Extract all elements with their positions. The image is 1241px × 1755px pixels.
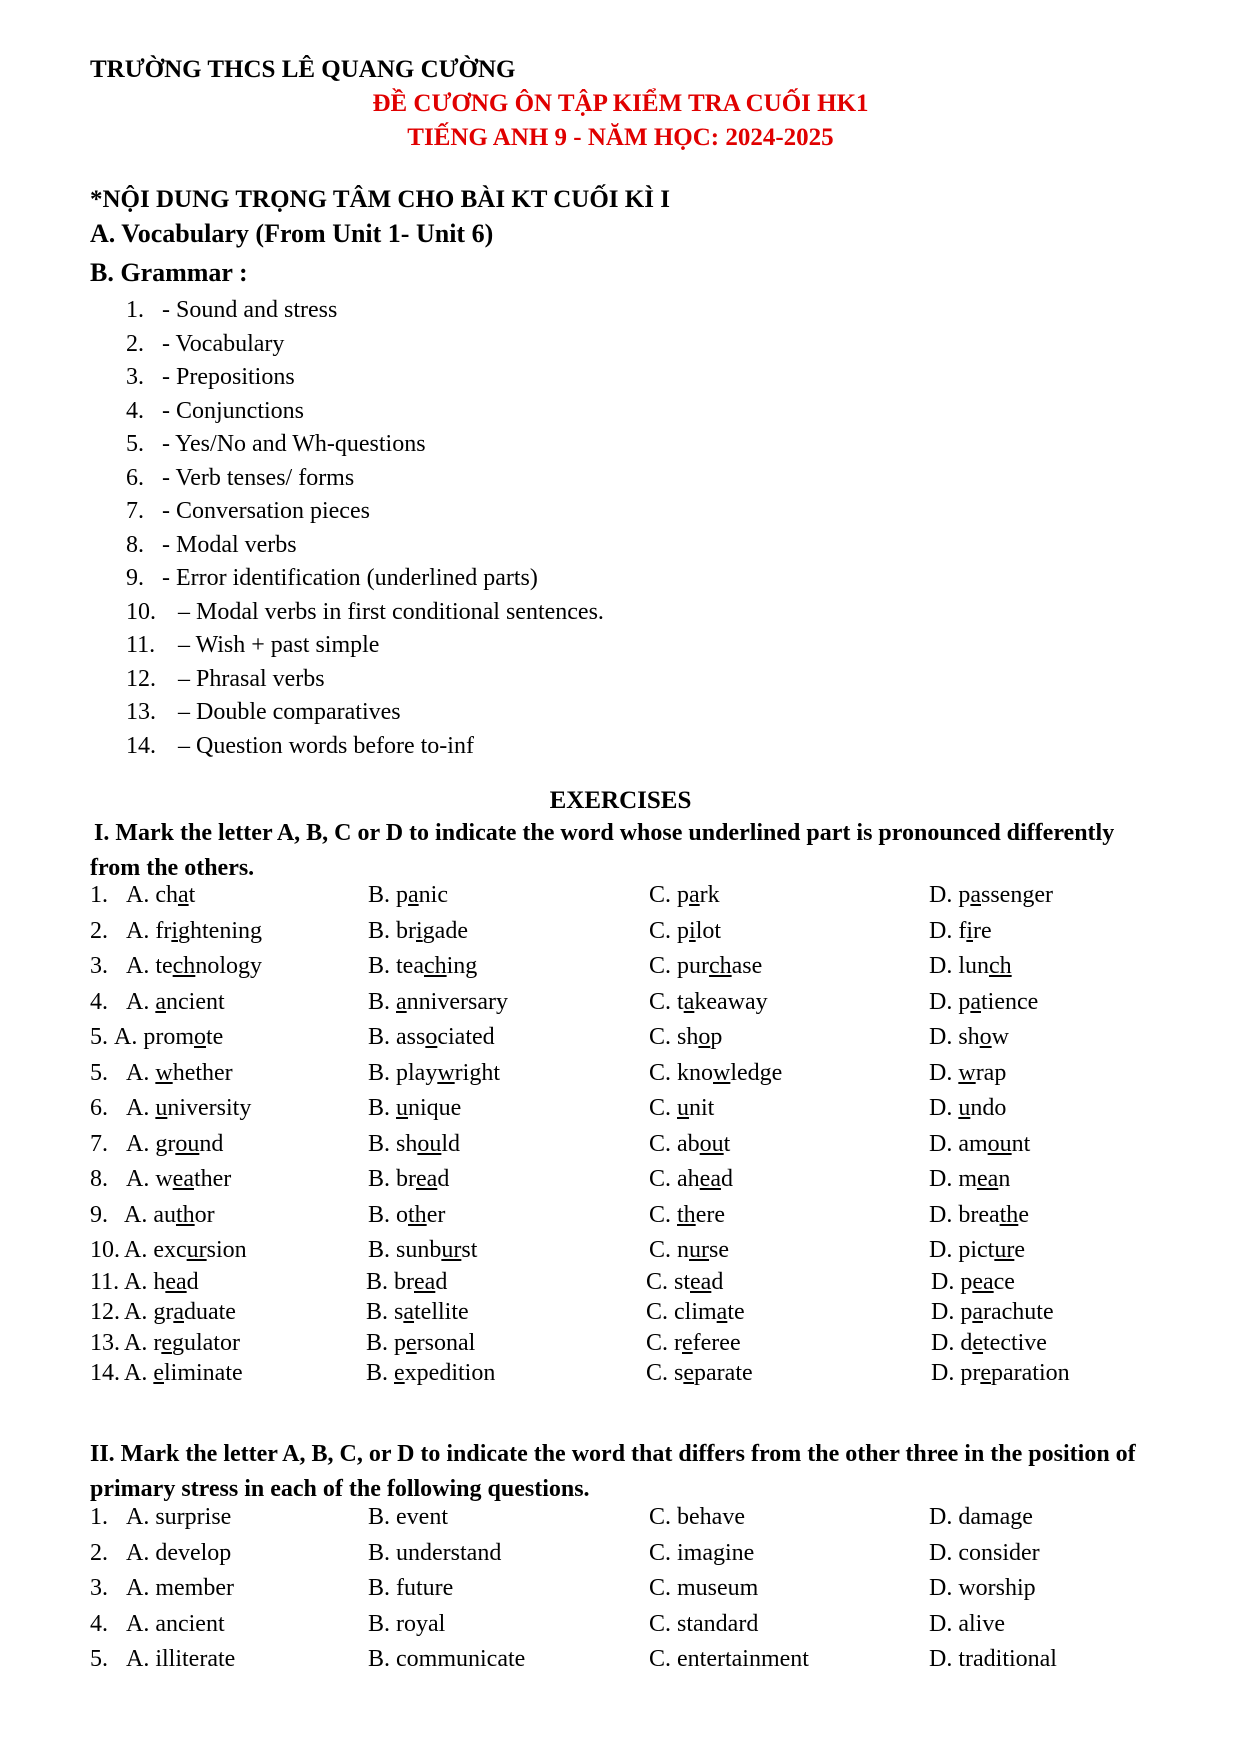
underlined-part: w: [155, 1059, 173, 1086]
option-a: A. illiterate: [126, 1646, 236, 1672]
option-c: C. park: [649, 882, 720, 908]
grammar-item: [126, 364, 295, 391]
underlined-part: a: [683, 988, 695, 1015]
part1-instruction: [90, 816, 1170, 886]
grammar-item: [126, 699, 401, 726]
grammar-item-number: 14.: [126, 732, 156, 759]
underlined-part: ea: [165, 1268, 187, 1295]
underlined-part: e: [683, 1360, 695, 1386]
option-b: B. future: [368, 1575, 454, 1601]
question-row: [90, 1202, 1190, 1232]
question-row: [90, 1646, 1190, 1676]
option-b: B. unique: [368, 1095, 462, 1121]
question-row: [90, 989, 1190, 1019]
part2-instruction: [90, 1437, 1170, 1507]
question-number: 9.: [90, 1201, 108, 1228]
focus-heading: *NỘI DUNG TRỌNG TÂM CHO BÀI KT CUỐI KÌ I: [90, 186, 670, 213]
underlined-part: ea: [690, 1268, 712, 1295]
underlined-part: a: [716, 1299, 728, 1325]
option-d: D. peace: [931, 1268, 1015, 1295]
underlined-part: ea: [977, 1166, 999, 1192]
underlined-part: w: [713, 1059, 731, 1086]
underlined-part: th: [408, 1201, 427, 1228]
question-number: 6.: [90, 1095, 108, 1121]
underlined-part: o: [979, 1024, 992, 1050]
underlined-part: i: [171, 917, 178, 944]
option-d: D. preparation: [931, 1360, 1070, 1386]
option-d: D. amount: [929, 1130, 1031, 1157]
option-b: B. event: [368, 1504, 448, 1530]
option-b: B. should: [368, 1130, 461, 1157]
question-row: [90, 1131, 1190, 1161]
underlined-part: ea: [414, 1268, 436, 1295]
option-c: C. standard: [649, 1610, 759, 1637]
option-c: C. climate: [646, 1299, 745, 1325]
option-d: D. damage: [929, 1504, 1033, 1530]
underlined-part: ch: [172, 953, 196, 979]
grammar-item: [126, 431, 426, 458]
underlined-part: e: [161, 1329, 172, 1356]
option-c: C. stead: [646, 1268, 724, 1295]
underlined-part: ou: [417, 1130, 442, 1157]
option-b: B. brigade: [368, 917, 468, 944]
question-row: [90, 1575, 1190, 1605]
underlined-part: ou: [987, 1130, 1012, 1157]
underlined-part: a: [970, 988, 981, 1015]
option-d: D. worship: [929, 1575, 1036, 1601]
option-a: A. surprise: [126, 1504, 232, 1530]
question-row: [90, 1166, 1190, 1196]
grammar-item: [126, 398, 304, 425]
option-c: C. referee: [646, 1329, 741, 1356]
question-row: [90, 882, 1190, 912]
question-number: 3.: [90, 1575, 108, 1601]
option-a: A. whether: [126, 1059, 233, 1086]
option-a: A. eliminate: [124, 1360, 243, 1386]
option-d: D. show: [929, 1024, 1010, 1050]
option-c: C. knowledge: [649, 1059, 783, 1086]
option-c: C. pilot: [649, 917, 722, 944]
option-b: B. royal: [368, 1610, 446, 1637]
option-d: D. alive: [929, 1610, 1005, 1637]
document-title: ĐỀ CƯƠNG ÔN TẬP KIỂM TRA CUỐI HK1: [372, 90, 869, 117]
grammar-item-number: 4.: [126, 397, 144, 424]
grammar-item: [126, 532, 297, 559]
grammar-item-text: – Question words before to-inf: [178, 732, 474, 759]
question-row: [90, 918, 1190, 948]
question-number: 11.: [90, 1268, 120, 1295]
option-b: B. bread: [366, 1268, 448, 1295]
option-c: C. there: [649, 1201, 725, 1228]
grammar-item-number: 11.: [126, 632, 156, 658]
question-row: [90, 953, 1190, 983]
option-c: C. shop: [649, 1024, 723, 1050]
underlined-part: a: [970, 882, 981, 908]
grammar-item-number: 6.: [126, 464, 144, 491]
underlined-part: ea: [416, 1166, 438, 1192]
question-number: 5.: [90, 1646, 108, 1672]
option-a: A. excursion: [124, 1237, 247, 1263]
underlined-part: u: [958, 1095, 971, 1121]
underlined-part: u: [396, 1095, 409, 1121]
question-number: 4.: [90, 988, 108, 1015]
option-c: C. museum: [649, 1575, 759, 1601]
grammar-item-text: - Vocabulary: [162, 330, 285, 357]
underlined-part: ou: [699, 1130, 724, 1157]
option-b: B. expedition: [366, 1360, 496, 1386]
option-d: D. patience: [929, 988, 1039, 1015]
grammar-item-text: - Yes/No and Wh-questions: [162, 431, 426, 457]
question-number: 2.: [90, 1539, 108, 1566]
option-c: C. about: [649, 1130, 731, 1157]
option-c: C. ahead: [649, 1166, 733, 1192]
option-d: D. breathe: [929, 1201, 1029, 1228]
underlined-part: e: [406, 1329, 417, 1356]
part1-instruction-text: I. Mark the letter A, B, C or D to indicate the word whose underlined part is pronounced differently from the others.: [90, 820, 1115, 881]
option-a: A. ground: [126, 1130, 224, 1157]
grammar-item-text: – Wish + past simple: [178, 632, 380, 658]
option-a: A. regulator: [124, 1329, 240, 1356]
grammar-item: [126, 733, 474, 760]
underlined-part: a: [177, 882, 189, 908]
underlined-part: e: [980, 1360, 991, 1386]
grammar-item: [126, 331, 284, 358]
grammar-item-text: - Error identification (underlined parts): [162, 565, 538, 591]
option-b: B. satellite: [366, 1299, 469, 1325]
underlined-part: ea: [699, 1166, 721, 1192]
underlined-part: i: [416, 917, 423, 944]
underlined-part: a: [403, 1299, 415, 1325]
option-d: D. wrap: [929, 1059, 1007, 1086]
grammar-item-text: – Double comparatives: [178, 699, 401, 725]
option-a: A. ancient: [126, 988, 225, 1015]
option-c: C. behave: [649, 1504, 745, 1530]
question-number: 7.: [90, 1130, 108, 1157]
question-number: 4.: [90, 1610, 108, 1637]
underlined-part: o: [194, 1024, 206, 1050]
grammar-item-text: - Verb tenses/ forms: [162, 464, 355, 491]
underlined-part: e: [394, 1360, 405, 1386]
underlined-part: i: [966, 917, 973, 944]
grammar-item-number: 1.: [126, 297, 144, 323]
underlined-part: ur: [441, 1237, 462, 1263]
grammar-item-text: - Modal verbs: [162, 531, 297, 558]
option-b: B. associated: [368, 1024, 495, 1050]
option-a: A. ancient: [126, 1610, 225, 1637]
option-c: C. imagine: [649, 1539, 755, 1566]
underlined-part: a: [396, 988, 407, 1015]
underlined-part: o: [425, 1024, 438, 1050]
question-number: 12.: [90, 1299, 120, 1325]
question-row: [90, 1237, 1190, 1267]
grammar-item: [126, 666, 325, 693]
underlined-part: e: [153, 1360, 164, 1386]
option-b: B. anniversary: [368, 988, 508, 1015]
grammar-item-text: – Phrasal verbs: [178, 665, 325, 692]
question-number: 14.: [90, 1360, 120, 1386]
underlined-part: a: [689, 882, 700, 908]
question-number: 2.: [90, 917, 108, 944]
question-number: 1.: [90, 1504, 108, 1530]
option-c: C. takeaway: [649, 988, 768, 1015]
grammar-item: [126, 599, 604, 626]
underlined-part: a: [972, 1299, 983, 1325]
grammar-item: [126, 565, 538, 592]
grammar-item-text: - Prepositions: [162, 364, 295, 390]
exercises-heading: EXERCISES: [549, 787, 692, 814]
underlined-part: ur: [186, 1237, 207, 1263]
question-row: [90, 1024, 1190, 1054]
grammar-item-number: 3.: [126, 364, 144, 390]
underlined-part: e: [972, 1329, 983, 1356]
underlined-part: u: [155, 1095, 168, 1121]
option-a: A. graduate: [124, 1299, 236, 1325]
underlined-part: th: [999, 1201, 1019, 1228]
question-row: [90, 1095, 1190, 1125]
underlined-part: u: [677, 1095, 690, 1121]
option-d: D. fire: [929, 917, 992, 944]
underlined-part: a: [408, 882, 419, 908]
part2-instruction-text: II. Mark the letter A, B, C, or D to indicate the word that differs from the other three in the position of primary stress in each of the following questions.: [90, 1441, 1136, 1502]
section-b-heading: B. Grammar :: [90, 258, 248, 287]
grammar-item-number: 5.: [126, 431, 144, 457]
option-a: A. technology: [126, 953, 262, 979]
grammar-item: [126, 465, 354, 492]
option-b: B. understand: [368, 1539, 502, 1566]
option-b: B. teaching: [368, 953, 478, 979]
question-number: 5.: [90, 1024, 108, 1050]
option-a: A. member: [126, 1575, 234, 1601]
grammar-item-text: – Modal verbs in first conditional sentences.: [178, 598, 604, 625]
option-d: D. lunch: [929, 953, 1012, 979]
question-row: [90, 1060, 1190, 1090]
grammar-item-text: - Sound and stress: [162, 297, 338, 323]
question-row: [90, 1299, 1190, 1329]
underlined-part: a: [155, 988, 166, 1015]
grammar-item-text: - Conversation pieces: [162, 498, 370, 524]
underlined-part: ch: [423, 953, 447, 979]
underlined-part: o: [698, 1024, 711, 1050]
underlined-part: th: [175, 1201, 195, 1228]
underlined-part: ea: [172, 1166, 194, 1192]
option-a: A. university: [126, 1095, 252, 1121]
grammar-item-number: 12.: [126, 665, 156, 692]
option-a: A. weather: [126, 1166, 232, 1192]
option-d: D. traditional: [929, 1646, 1057, 1672]
question-row: [90, 1360, 1190, 1390]
underlined-part: w: [437, 1059, 455, 1086]
option-b: B. panic: [368, 882, 448, 908]
option-a: A. promote: [114, 1024, 224, 1050]
option-c: C. unit: [649, 1095, 715, 1121]
underlined-part: w: [958, 1059, 976, 1086]
underlined-part: a: [173, 1299, 184, 1325]
question-row: [90, 1540, 1190, 1570]
grammar-item-text: - Conjunctions: [162, 397, 304, 424]
option-b: B. other: [368, 1201, 446, 1228]
option-a: A. head: [124, 1268, 199, 1295]
option-d: D. passenger: [929, 882, 1053, 908]
option-a: A. frightening: [126, 917, 262, 944]
underlined-part: ch: [709, 953, 732, 979]
question-number: 3.: [90, 953, 108, 979]
option-d: D. undo: [929, 1095, 1007, 1121]
grammar-item: [126, 498, 370, 525]
option-d: D. detective: [931, 1329, 1047, 1356]
underlined-part: ur: [689, 1237, 710, 1263]
option-d: D. parachute: [931, 1299, 1054, 1325]
option-b: B. communicate: [368, 1646, 526, 1672]
grammar-item-number: 13.: [126, 699, 156, 725]
question-number: 1.: [90, 882, 108, 908]
grammar-item-number: 8.: [126, 531, 144, 558]
option-b: B. sunburst: [368, 1237, 478, 1263]
option-b: B. bread: [368, 1166, 450, 1192]
section-a-heading: A. Vocabulary (From Unit 1- Unit 6): [90, 219, 494, 248]
question-row: [90, 1330, 1190, 1360]
question-number: 5.: [90, 1059, 108, 1086]
underlined-part: ea: [972, 1268, 994, 1295]
option-c: C. entertainment: [649, 1646, 809, 1672]
grammar-item: [126, 632, 379, 659]
grammar-item-number: 9.: [126, 565, 144, 591]
option-d: D. consider: [929, 1539, 1040, 1566]
question-number: 13.: [90, 1329, 120, 1356]
grammar-item-number: 10.: [126, 598, 156, 625]
option-a: A. chat: [126, 882, 196, 908]
question-row: [90, 1504, 1190, 1534]
option-b: B. personal: [366, 1329, 476, 1356]
underlined-part: ur: [994, 1237, 1015, 1263]
option-d: D. mean: [929, 1166, 1011, 1192]
underlined-part: e: [682, 1329, 693, 1356]
option-a: A. develop: [126, 1539, 232, 1566]
underlined-part: ou: [175, 1130, 200, 1157]
document-subtitle: TIẾNG ANH 9 - NĂM HỌC: 2024-2025: [407, 124, 834, 151]
underlined-part: i: [689, 917, 696, 944]
school-name: TRƯỜNG THCS LÊ QUANG CƯỜNG: [90, 56, 516, 83]
question-row: [90, 1611, 1190, 1641]
grammar-item-number: 7.: [126, 498, 144, 524]
grammar-item-number: 2.: [126, 330, 144, 357]
option-a: A. author: [124, 1201, 215, 1228]
underlined-part: ch: [989, 953, 1012, 979]
option-c: C. separate: [646, 1360, 753, 1386]
grammar-item: [126, 297, 337, 324]
question-number: 10.: [90, 1237, 120, 1263]
option-d: D. picture: [929, 1237, 1025, 1263]
question-number: 8.: [90, 1166, 108, 1192]
question-row: [90, 1269, 1190, 1299]
option-c: C. purchase: [649, 953, 763, 979]
underlined-part: th: [677, 1201, 696, 1228]
option-c: C. nurse: [649, 1237, 730, 1263]
option-b: B. playwright: [368, 1059, 500, 1086]
